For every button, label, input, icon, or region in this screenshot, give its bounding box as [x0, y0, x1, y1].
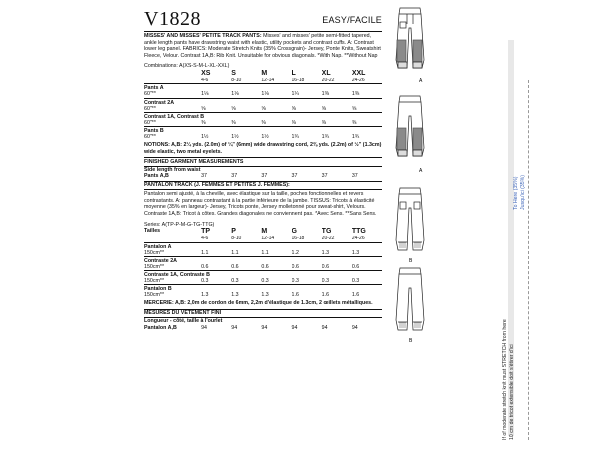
size-cell: XL: [321, 69, 331, 77]
yardage-cell: ⅜: [291, 119, 296, 126]
yardage-row: [144, 256, 382, 264]
yardage-values-row: [144, 250, 382, 257]
size-sub-cell: 8-10: [231, 77, 242, 83]
fabric-width: 60"**: [144, 134, 156, 141]
pattern-code: V1828: [144, 8, 201, 30]
yardage-cell: 0.6: [231, 263, 239, 270]
size-sub-cell: 12-14: [261, 77, 275, 83]
yardage-cell: 1.6: [351, 292, 360, 299]
fabric-width: 150cm**: [144, 292, 165, 299]
size-header-row: [144, 70, 382, 78]
yardage-cell: 0.3: [291, 278, 299, 284]
line-drawings: [378, 0, 438, 450]
yardage-cell: 1½: [231, 134, 239, 141]
yardage-cell: 1½: [261, 134, 269, 141]
fabric-width: 60"**: [144, 91, 156, 98]
french-finished-measurements-title: MESURES DU VÊTEMENT FINI: [144, 309, 382, 319]
fm-cell: 37: [351, 173, 358, 180]
french-title: PANTALON TRACK (J. FEMMES ET PETITES J. FEMMES):: [144, 182, 290, 189]
size-cell: TP: [201, 228, 211, 236]
yardage-row: [144, 270, 382, 278]
yardage-cell: ⅝: [291, 105, 296, 112]
yardage-row-label: Pants A: [144, 84, 382, 92]
size-sub-cell: 16-18: [291, 235, 305, 241]
yardage-cell: ⅜: [201, 119, 206, 126]
yardage-row-label: Pants B: [144, 126, 382, 134]
yardage-row: [144, 126, 382, 134]
yardage-row: [144, 242, 382, 250]
size-sub-cell: 24-26: [351, 77, 365, 83]
french-title-band: [144, 181, 382, 191]
table-row: [144, 173, 382, 179]
yardage-cell: 1⅜: [351, 91, 360, 98]
pants-a-back-drawing: [396, 96, 424, 156]
fm-row-label: Pants A,B: [144, 173, 169, 180]
size-cell: P: [231, 228, 236, 236]
yardage-values-row: [144, 106, 382, 113]
yardage-cell: 0.6: [261, 263, 269, 270]
yardage-cell: 0.3: [321, 278, 330, 284]
fm-cell: 94: [291, 325, 298, 332]
yardage-cell: ⅝: [321, 105, 327, 112]
yardage-row: [144, 84, 382, 92]
yardage-cell: 1.3: [261, 292, 269, 299]
english-title: MISSES' AND MISSES' PETITE TRACK PANTS:: [144, 33, 262, 39]
difficulty-label: EASY/FACILE: [322, 15, 382, 25]
drawing-label-b: B: [409, 258, 413, 264]
size-sub-cell: 8-10: [231, 235, 242, 241]
english-combinations: Combinations: A(XS-S-M-L-XL-XXL): [144, 63, 230, 70]
yardage-cell: 1.1: [231, 249, 239, 256]
yardage-values-row: [144, 292, 382, 298]
yardage-cell: 1¾: [291, 134, 299, 141]
yardage-cell: 1.1: [201, 249, 209, 256]
yardage-cell: ⅜: [321, 119, 327, 126]
tailles-label: Tailles: [144, 228, 161, 235]
fm-cell: 94: [261, 325, 268, 332]
yardage-cell: 1⅜: [321, 91, 330, 98]
yardage-values-row: [144, 134, 382, 140]
pants-b-front-drawing: [396, 188, 424, 250]
yardage-cell: 0.6: [201, 263, 209, 270]
french-fm-subtitle: Longueur - côté, taille à l'ourlet: [144, 318, 223, 325]
header: [144, 8, 382, 30]
yardage-cell: ⅜: [231, 119, 236, 126]
french-notions: [144, 300, 382, 307]
size-cell: M: [261, 69, 268, 77]
size-cell: XXL: [351, 69, 366, 77]
size-sub-cell: 12-14: [261, 235, 275, 241]
yardage-cell: 1.6: [321, 292, 330, 299]
size-sub-cell: 20-22: [321, 235, 335, 241]
yardage-cell: 0.3: [351, 278, 360, 284]
yardage-cell: ⅜: [261, 119, 266, 126]
stretch-note: If of moderate stretch knit must STRETCH from here: [502, 319, 508, 440]
table-row: [144, 325, 382, 331]
fabric-width: 60"**: [144, 105, 156, 112]
english-yardage-table: [144, 70, 382, 140]
fm-cell: 94: [201, 325, 208, 332]
english-fm-subtitle: Side length from waist: [144, 166, 201, 173]
yardage-cell: 1.6: [291, 292, 299, 299]
fm-cell: 37: [261, 173, 268, 180]
stretch-to-here-fr: Jusqu'ici (35%): [520, 174, 526, 210]
stretch-gauge-line: [528, 80, 530, 440]
fm-cell: 37: [291, 173, 298, 180]
yardage-cell: 1.3: [231, 292, 239, 299]
english-description: [144, 33, 382, 59]
fabric-width: 150cm**: [144, 278, 165, 284]
fm-row-label: Pantalon A,B: [144, 325, 177, 332]
yardage-values-row: [144, 264, 382, 271]
yardage-row-label: Contrast 2A: [144, 98, 382, 106]
english-desc-text: Misses' and misses' petite semi-fitted tapered, ankle length pants have drawstring waist with elastic, utility pockets and contrast cuffs. A: Contrast lower leg panel. FABRICS: Moderate Stretch Knits (35% Crossgrain)- Jersey, Ponte Knits, Sweatshirt Fleece, Velour. Contrast 1A,B: Rib Knit. Unsuitable for obvious diagonals. *With Nap. **Without Nap: [144, 33, 381, 59]
yardage-cell: 1.3: [351, 249, 360, 256]
fabric-width: 60"**: [144, 119, 156, 126]
yardage-cell: 1½: [201, 134, 209, 141]
instructions-column: [144, 8, 382, 331]
fm-cell: 37: [231, 173, 238, 180]
yardage-cell: 0.6: [321, 263, 330, 270]
yardage-values-row: [144, 278, 382, 285]
yardage-cell: 1.3: [321, 249, 330, 256]
yardage-cell: 1.1: [261, 249, 269, 256]
size-cell: TTG: [351, 228, 366, 236]
yardage-cell: 1¼: [291, 91, 299, 98]
yardage-values-row: [144, 91, 382, 98]
yardage-cell: 1⅛: [261, 91, 269, 98]
french-description: Pantalon semi ajusté, à la cheville, avec élastique sur la taille, poches fonctionnelles et revers contrastants. A: panneau contrastant à la partie inférieure de la jambe. TISSUS: Tricots à élasticité moyenne (35% en largeur)- Jersey, Tricots ponte, Jersey molletonné pour sweat-shirt, Velours. Contraste 1A,B: Tricot à côtes. Grandes diagonales ne conviennent pas. *Avec Sens. **Sans Sens.: [144, 191, 377, 217]
yardage-cell: 1.2: [291, 249, 299, 256]
yardage-values-row: [144, 120, 382, 127]
size-cell: XS: [201, 69, 211, 77]
yardage-cell: ⅝: [351, 105, 357, 112]
yardage-cell: 0.3: [201, 278, 209, 284]
yardage-row-label: Contraste 2A: [144, 256, 382, 264]
yardage-row-label: Pantalon B: [144, 285, 382, 293]
fabric-width: 150cm**: [144, 249, 165, 256]
header-rule: [144, 31, 382, 32]
yardage-cell: ⅜: [351, 119, 357, 126]
fm-cell: 94: [231, 325, 238, 332]
english-finished-table: [144, 173, 382, 179]
yardage-cell: ⅝: [231, 105, 236, 112]
yardage-cell: 0.6: [291, 263, 299, 270]
yardage-row-label: Contraste 1A, Contraste B: [144, 270, 382, 278]
english-finished-measurements-title: FINISHED GARMENT MEASUREMENTS: [144, 157, 382, 167]
drawing-label-b-back: B: [409, 338, 413, 344]
yardage-row: [144, 112, 382, 120]
yardage-cell: 1⅛: [201, 91, 209, 98]
english-notions-text: NOTIONS: A,B: 2¼ yds. (2.0m) of ¼" (6mm) wide drawstring cord, 2⅜ yds. (2.2m) of ½" (1.3cm) wide elastic, two metal eyelets.: [144, 142, 382, 155]
french-notions-text: MERCERIE: A,B: 2,0m de cordon de 6mm, 2,2m d'élastique de 1.3cm, 2 œillets métalliques.: [144, 300, 373, 307]
drawing-label-a: A: [419, 78, 423, 84]
size-sub-cell: 20-22: [321, 77, 335, 83]
size-cell: S: [231, 69, 236, 77]
size-sub-cell: 4-6: [201, 77, 209, 83]
size-sub-cell: 24-26: [351, 235, 365, 241]
french-combinations: Series: A(TP-P-M-G-TG-TTG): [144, 221, 215, 228]
size-cell: TG: [321, 228, 332, 236]
yardage-cell: 0.3: [231, 278, 239, 284]
french-yardage-table: [144, 228, 382, 298]
size-cell: M: [261, 228, 268, 236]
pants-b-back-drawing: [396, 268, 424, 330]
stretch-to-here: To Here (35%): [513, 176, 519, 210]
fabric-width: 150cm**: [144, 263, 165, 270]
fm-cell: 94: [321, 325, 328, 332]
french-finished-table: [144, 325, 382, 331]
yardage-cell: ⅝: [201, 105, 206, 112]
yardage-row-label: Pantalon A: [144, 242, 382, 250]
size-cell: G: [291, 228, 297, 236]
yardage-cell: 0.3: [261, 278, 269, 284]
stretch-note-fr: 10 cm de tricot extensible doit s'étirer d'ici: [509, 344, 515, 440]
yardage-cell: 1⅛: [231, 91, 239, 98]
yardage-cell: 1.3: [201, 292, 209, 299]
yardage-cell: ⅝: [261, 105, 266, 112]
yardage-cell: 0.6: [351, 263, 360, 270]
size-sub-cell: 16-18: [291, 77, 305, 83]
pants-a-front-drawing: [396, 8, 424, 68]
fm-cell: 94: [351, 325, 358, 332]
size-cell: L: [291, 69, 296, 77]
fm-cell: 37: [201, 173, 208, 180]
size-sub-cell: 4-6: [201, 235, 209, 241]
fm-cell: 37: [321, 173, 328, 180]
yardage-row-label: Contrast 1A, Contrast B: [144, 112, 382, 120]
yardage-cell: 1¾: [321, 134, 330, 141]
english-notions: [144, 142, 382, 155]
taille-header-row: [144, 228, 382, 236]
yardage-row: [144, 285, 382, 293]
yardage-row: [144, 98, 382, 106]
yardage-cell: 1¾: [351, 134, 360, 141]
drawing-label-a-back: A: [419, 168, 423, 174]
